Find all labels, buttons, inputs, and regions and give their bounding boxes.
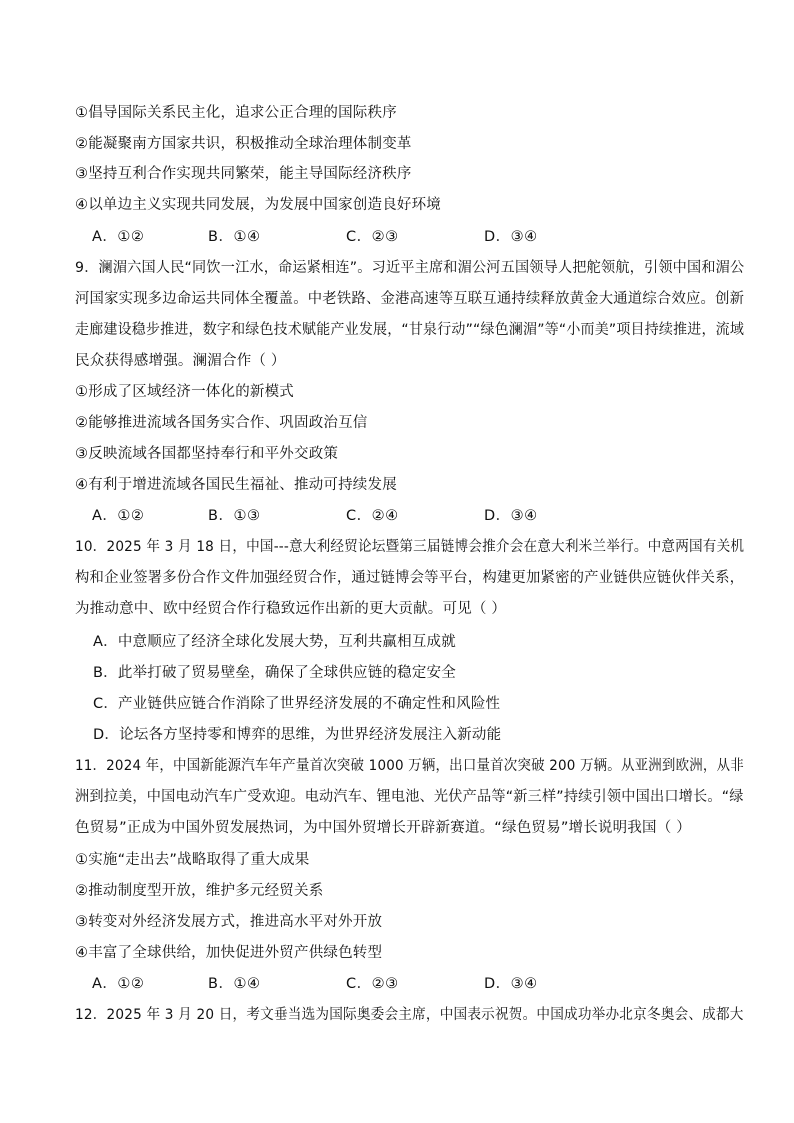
q11-statement-2: ②推动制度型开放，维护多元经贸关系 bbox=[75, 883, 324, 899]
q8-statement-2: ②能凝聚南方国家共识，积极推动全球治理体制变革 bbox=[75, 136, 412, 152]
q8-statement-4: ④以单边主义实现共同发展，为发展中国家创造良好环境 bbox=[75, 197, 441, 213]
q10-choice-d[interactable]: D．论坛各方坚持零和博弈的思维，为世界经济发展注入新动能 bbox=[93, 727, 502, 743]
q10-stem-line-1: 10．2025 年 3 月 18 日，中国---意大利经贸论坛暨第三届链博会推介会在意大利米兰举行。中意两国有关机 bbox=[75, 539, 745, 555]
q9-option-a[interactable]: A．①② bbox=[92, 508, 145, 524]
q9-statement-3: ③反映流域各国都坚持奉行和平外交政策 bbox=[75, 446, 339, 462]
q8-option-a[interactable]: A．①② bbox=[92, 229, 145, 245]
q11-option-c[interactable]: C．②③ bbox=[346, 976, 399, 992]
q11-stem-line-3: 色贸易”正成为中国外贸发展热词，为中国外贸增长开辟新赛道。“绿色贸易”增长说明我国（ ） bbox=[75, 820, 691, 836]
q11-statement-3: ③转变对外经济发展方式，推进高水平对外开放 bbox=[75, 914, 383, 930]
q11-stem-line-1: 11．2024 年，中国新能源汽车年产量首次突破 1000 万辆，出口量首次突破 200 万辆。从亚洲到欧洲，从非 bbox=[75, 758, 744, 774]
q9-stem-line-1: 9．澜湄六国人民“同饮一江水，命运紧相连”。习近平主席和湄公河五国领导人把舵领航，引领中国和湄公 bbox=[75, 260, 745, 276]
q9-stem-line-4: 民众获得感增强。澜湄合作（ ） bbox=[75, 353, 286, 369]
q9-options bbox=[0, 506, 794, 526]
q9-statement-2: ②能够推进流域各国务实合作、巩固政治互信 bbox=[75, 415, 368, 431]
q9-option-b[interactable]: B．①③ bbox=[208, 508, 261, 524]
q9-stem-line-3: 走廊建设稳步推进，数字和绿色技术赋能产业发展，“甘泉行动”“绿色澜湄”等“小而美”项目持续推进，流域 bbox=[75, 322, 745, 338]
q8-option-b[interactable]: B．①④ bbox=[208, 229, 261, 245]
q10-choice-a[interactable]: A．中意顺应了经济全球化发展大势，互利共赢相互成就 bbox=[93, 634, 456, 650]
q10-stem-line-3: 为推动意中、欧中经贸合作行稳致远作出新的更大贡献。可见（ ） bbox=[75, 601, 507, 617]
q12-stem-line-1: 12．2025 年 3 月 20 日，考文垂当选为国际奥委会主席，中国表示祝贺。中国成功举办北京冬奥会、成都大 bbox=[75, 1007, 744, 1023]
q10-choice-b[interactable]: B．此举打破了贸易壁垒，确保了全球供应链的稳定安全 bbox=[93, 665, 456, 681]
q8-options bbox=[0, 227, 794, 247]
q9-option-d[interactable]: D．③④ bbox=[484, 508, 538, 524]
q11-options bbox=[0, 974, 794, 994]
q11-statement-1: ①实施“走出去”战略取得了重大成果 bbox=[75, 852, 310, 868]
q9-statement-4: ④有利于增进流域各国民生福祉、推动可持续发展 bbox=[75, 477, 397, 493]
q11-option-d[interactable]: D．③④ bbox=[484, 976, 538, 992]
q11-option-b[interactable]: B．①④ bbox=[208, 976, 261, 992]
q9-option-c[interactable]: C．②④ bbox=[346, 508, 399, 524]
q10-choice-c[interactable]: C．产业链供应链合作消除了世界经济发展的不确定性和风险性 bbox=[93, 696, 501, 712]
q8-statement-1: ①倡导国际关系民主化，追求公正合理的国际秩序 bbox=[75, 105, 397, 121]
q10-stem-line-2: 构和企业签署多份合作文件加强经贸合作，通过链博会等平台，构建更加紧密的产业链供应链伙伴关系， bbox=[75, 570, 745, 586]
q8-option-d[interactable]: D．③④ bbox=[484, 229, 538, 245]
q11-stem-line-2: 洲到拉美，中国电动汽车广受欢迎。电动汽车、锂电池、光伏产品等“新三样”持续引领中国出口增长。“绿 bbox=[75, 789, 744, 805]
q11-option-a[interactable]: A．①② bbox=[92, 976, 145, 992]
q8-option-c[interactable]: C．②③ bbox=[346, 229, 399, 245]
q9-statement-1: ①形成了区域经济一体化的新模式 bbox=[75, 384, 294, 400]
q9-stem-line-2: 河国家实现多边命运共同体全覆盖。中老铁路、金港高速等互联互通持续释放黄金大通道综合效应。创新 bbox=[75, 291, 745, 307]
q8-statement-3: ③坚持互利合作实现共同繁荣，能主导国际经济秩序 bbox=[75, 166, 412, 182]
q11-statement-4: ④丰富了全球供给，加快促进外贸产供绿色转型 bbox=[75, 945, 383, 961]
